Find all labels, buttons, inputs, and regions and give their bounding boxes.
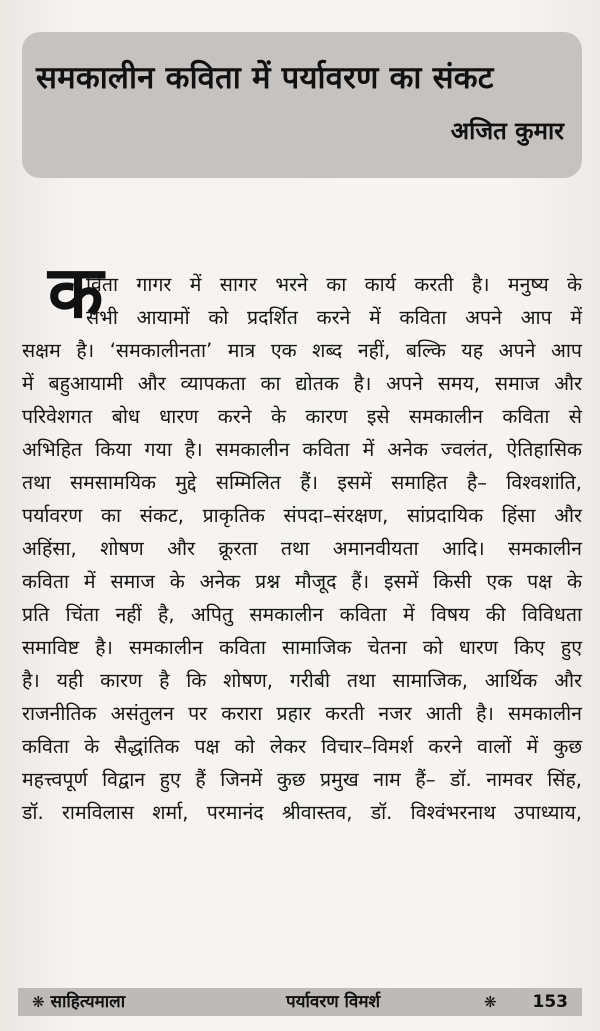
body-line: कविता के सैद्धांतिक पक्ष को लेकर विचार–विमर्श करने वालों में कुछ	[22, 735, 582, 758]
body-line: सक्षम है। ‘समकालीनता’ मात्र एक शब्द नहीं, बल्कि यह अपने आप	[22, 339, 582, 362]
body-line: में बहुआयामी और व्यापकता का द्योतक है। अपने समय, समाज और	[22, 372, 582, 395]
ornament-icon: ❋	[32, 993, 45, 1011]
page-number: 153	[532, 992, 568, 1012]
drop-cap: क	[48, 250, 104, 334]
body-line: डॉ. रामविलास शर्मा, परमानंद श्रीवास्तव, डॉ. विश्वंभरनाथ उपाध्याय,	[22, 801, 582, 824]
article-body	[22, 268, 582, 829]
body-line: कविता में समाज के अनेक प्रश्न मौजूद हैं। इसमें किसी एक पक्ष के	[22, 570, 582, 593]
body-line: अभिहित किया गया है। समकालीन कविता में अनेक ज्वलंत, ऐतिहासिक	[22, 438, 582, 461]
body-line: सभी आयामों को प्रदर्शित करने में कविता अपने आप में	[86, 306, 582, 329]
footer-ornament	[484, 988, 497, 1016]
footer-magazine	[32, 988, 125, 1016]
ornament-icon: ❋	[484, 993, 497, 1011]
body-line: अहिंसा, शोषण और क्रूरता तथा अमानवीयता आदि। समकालीन	[22, 537, 582, 560]
magazine-name: साहित्यमाला	[50, 992, 126, 1012]
body-line: तथा समसामयिक मुद्दे सम्मिलित हैं। इसमें समाहित है– विश्वशांति,	[22, 471, 582, 494]
body-line: विता गागर में सागर भरने का कार्य करती है। मनुष्य के	[86, 273, 582, 296]
body-line: है। यही कारण है कि शोषण, गरीबी तथा सामाजिक, आर्थिक और	[22, 669, 582, 692]
page-footer	[18, 988, 582, 1016]
body-line: समाविष्ट है। समकालीन कविता सामाजिक चेतना को धारण किए हुए	[22, 636, 582, 659]
footer-section: पर्यावरण विमर्श	[286, 992, 381, 1012]
article-title: समकालीन कविता में पर्यावरण का संकट	[36, 60, 494, 96]
body-line: महत्त्वपूर्ण विद्वान हुए हैं जिनमें कुछ प्रमुख नाम हैं– डॉ. नामवर सिंह,	[22, 768, 582, 791]
body-line: प्रति चिंता नहीं है, अपितु समकालीन कविता में विषय की विविधता	[22, 603, 582, 626]
body-line: परिवेशगत बोध धारण करने के कारण इसे समकालीन कविता से	[22, 405, 582, 428]
body-line: राजनीतिक असंतुलन पर करारा प्रहार करती नजर आती है। समकालीन	[22, 702, 582, 725]
body-line: पर्यावरण का संकट, प्राकृतिक संपदा–संरक्षण, सांप्रदायिक हिंसा और	[22, 504, 582, 527]
article-author: अजित कुमार	[450, 117, 564, 145]
title-banner	[22, 32, 582, 178]
